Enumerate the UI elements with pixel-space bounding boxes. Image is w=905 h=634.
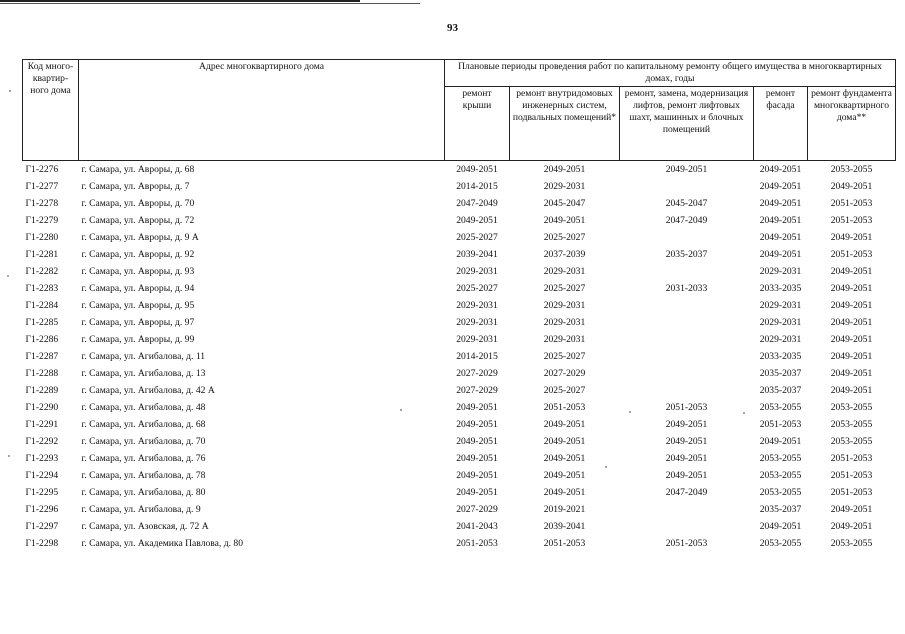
systems-period: 2025-2027 <box>543 384 586 396</box>
roof-period: 2025-2027 <box>456 231 498 243</box>
house-address: г. Самара, ул. Авроры, д. 72 <box>81 214 195 226</box>
page-number: 93 <box>447 22 458 34</box>
roof-period: 2014-2015 <box>456 180 498 192</box>
house-address: г. Самара, ул. Авроры, д. 97 <box>81 316 195 328</box>
header-elevators: ремонт, замена, модернизация лифтов, ремонт лифтовых шахт, машинных и блочных помещений <box>620 87 754 161</box>
house-code: Г1-2279 <box>25 214 59 226</box>
foundation-period: 2051-2053 <box>830 248 873 260</box>
foundation-period: 2051-2053 <box>830 197 873 209</box>
foundation-period: 2051-2053 <box>830 486 873 498</box>
foundation-period: 2049-2051 <box>830 333 873 345</box>
house-code: Г1-2284 <box>25 299 59 311</box>
house-address: г. Самара, ул. Агибалова, д. 68 <box>81 418 206 430</box>
foundation-period: 2053-2055 <box>830 537 873 549</box>
systems-period: 2029-2031 <box>543 180 586 192</box>
elevators-period <box>620 314 754 331</box>
table-row <box>23 365 896 382</box>
systems-period: 2049-2051 <box>543 469 586 481</box>
table-row <box>23 501 896 518</box>
facade-period: 2053-2055 <box>759 452 802 464</box>
facade-period: 2053-2055 <box>759 401 802 413</box>
systems-period: 2049-2051 <box>543 214 586 226</box>
house-address: г. Самара, ул. Агибалова, д. 9 <box>81 503 201 515</box>
roof-period: 2049-2051 <box>456 163 498 175</box>
roof-period: 2049-2051 <box>456 452 498 464</box>
systems-period: 2029-2031 <box>543 333 586 345</box>
elevators-period: 2049-2051 <box>665 418 708 430</box>
foundation-period: 2049-2051 <box>830 503 873 515</box>
table-row <box>23 280 896 297</box>
elevators-period <box>620 297 754 314</box>
systems-period: 2027-2029 <box>543 367 586 379</box>
elevators-period <box>620 229 754 246</box>
roof-period: 2049-2051 <box>456 214 498 226</box>
house-code: Г1-2289 <box>25 384 59 396</box>
elevators-period <box>620 382 754 399</box>
scan-speck <box>743 412 745 414</box>
foundation-period: 2049-2051 <box>830 350 873 362</box>
roof-period: 2049-2051 <box>456 486 498 498</box>
elevators-period <box>620 365 754 382</box>
table-row <box>23 348 896 365</box>
systems-period: 2051-2053 <box>543 401 586 413</box>
roof-period: 2027-2029 <box>456 503 498 515</box>
top-rule-secondary <box>0 3 420 4</box>
facade-period: 2049-2051 <box>759 214 802 226</box>
facade-period: 2029-2031 <box>759 265 802 277</box>
header-facade: ремонт фасада <box>754 87 808 161</box>
systems-period: 2029-2031 <box>543 299 586 311</box>
table-row <box>23 195 896 212</box>
facade-period: 2029-2031 <box>759 333 802 345</box>
house-code: Г1-2281 <box>25 248 59 260</box>
systems-period: 2025-2027 <box>543 350 586 362</box>
facade-period: 2053-2055 <box>759 537 802 549</box>
foundation-period: 2049-2051 <box>830 367 873 379</box>
elevators-period <box>620 263 754 280</box>
facade-period: 2049-2051 <box>759 520 802 532</box>
table-row <box>23 450 896 467</box>
house-address: г. Самара, ул. Агибалова, д. 11 <box>81 350 206 362</box>
house-code: Г1-2293 <box>25 452 59 464</box>
house-code: Г1-2283 <box>25 282 59 294</box>
house-address: г. Самара, ул. Авроры, д. 7 <box>81 180 190 192</box>
systems-period: 2049-2051 <box>543 418 586 430</box>
house-code: Г1-2277 <box>25 180 59 192</box>
scan-speck <box>629 411 631 413</box>
systems-period: 2029-2031 <box>543 316 586 328</box>
elevators-period <box>620 331 754 348</box>
systems-period: 2051-2053 <box>543 537 586 549</box>
header-foundation: ремонт фундамента многоквартирного дома** <box>808 87 896 161</box>
table-row <box>23 518 896 535</box>
elevators-period: 2047-2049 <box>665 214 708 226</box>
roof-period: 2014-2015 <box>456 350 498 362</box>
foundation-period: 2049-2051 <box>830 231 873 243</box>
scan-speck <box>8 455 10 457</box>
house-address: г. Самара, ул. Авроры, д. 92 <box>81 248 195 260</box>
facade-period: 2035-2037 <box>759 503 802 515</box>
house-code: Г1-2294 <box>25 469 59 481</box>
foundation-period: 2053-2055 <box>830 163 873 175</box>
scan-speck <box>605 466 607 468</box>
header-code: Код много-квартир-ного дома <box>23 60 79 161</box>
facade-period: 2049-2051 <box>759 197 802 209</box>
foundation-period: 2049-2051 <box>830 384 873 396</box>
house-code: Г1-2278 <box>25 197 59 209</box>
facade-period: 2035-2037 <box>759 367 802 379</box>
scan-speck <box>7 275 9 277</box>
systems-period: 2045-2047 <box>543 197 586 209</box>
systems-period: 2039-2041 <box>543 520 586 532</box>
elevators-period: 2049-2051 <box>665 469 708 481</box>
house-code: Г1-2297 <box>25 520 59 532</box>
systems-period: 2049-2051 <box>543 452 586 464</box>
facade-period: 2033-2035 <box>759 350 802 362</box>
house-code: Г1-2282 <box>25 265 59 277</box>
house-code: Г1-2276 <box>25 163 59 175</box>
scan-speck <box>9 90 11 92</box>
table-row <box>23 535 896 552</box>
house-address: г. Самара, ул. Агибалова, д. 78 <box>81 469 206 481</box>
facade-period: 2051-2053 <box>759 418 802 430</box>
foundation-period: 2049-2051 <box>830 265 873 277</box>
systems-period: 2049-2051 <box>543 435 586 447</box>
facade-period: 2053-2055 <box>759 486 802 498</box>
foundation-period: 2049-2051 <box>830 299 873 311</box>
elevators-period: 2031-2033 <box>665 282 708 294</box>
header-address: Адрес многоквартирного дома <box>79 60 445 161</box>
capital-repair-table <box>22 59 896 552</box>
roof-period: 2039-2041 <box>456 248 498 260</box>
house-code: Г1-2290 <box>25 401 59 413</box>
house-address: г. Самара, ул. Авроры, д. 70 <box>81 197 195 209</box>
header-planned-periods: Плановые периоды проведения работ по капитальному ремонту общего имущества в многоквартирных домах, годы <box>445 60 896 87</box>
roof-period: 2027-2029 <box>456 367 498 379</box>
facade-period: 2035-2037 <box>759 384 802 396</box>
elevators-period: 2047-2049 <box>665 486 708 498</box>
roof-period: 2051-2053 <box>456 537 498 549</box>
house-code: Г1-2280 <box>25 231 59 243</box>
foundation-period: 2053-2055 <box>830 418 873 430</box>
house-address: г. Самара, ул. Академика Павлова, д. 80 <box>81 537 244 549</box>
elevators-period: 2045-2047 <box>665 197 708 209</box>
systems-period: 2025-2027 <box>543 282 586 294</box>
elevators-period: 2049-2051 <box>665 435 708 447</box>
facade-period: 2033-2035 <box>759 282 802 294</box>
table-row <box>23 314 896 331</box>
elevators-period <box>620 178 754 195</box>
foundation-period: 2051-2053 <box>830 469 873 481</box>
house-address: г. Самара, ул. Авроры, д. 9 А <box>81 231 199 243</box>
house-code: Г1-2288 <box>25 367 59 379</box>
systems-period: 2049-2051 <box>543 486 586 498</box>
facade-period: 2049-2051 <box>759 163 802 175</box>
house-address: г. Самара, ул. Авроры, д. 95 <box>81 299 195 311</box>
facade-period: 2049-2051 <box>759 231 802 243</box>
house-code: Г1-2296 <box>25 503 59 515</box>
table-row <box>23 212 896 229</box>
header-engineering-systems: ремонт внутридомовых инженерных систем, подвальных помещений* <box>510 87 620 161</box>
facade-period: 2053-2055 <box>759 469 802 481</box>
elevators-period <box>620 501 754 518</box>
house-address: г. Самара, ул. Агибалова, д. 48 <box>81 401 206 413</box>
elevators-period: 2035-2037 <box>665 248 708 260</box>
house-address: г. Самара, ул. Авроры, д. 93 <box>81 265 195 277</box>
table-row <box>23 433 896 450</box>
scan-speck <box>400 409 402 411</box>
house-address: г. Самара, ул. Азовская, д. 72 А <box>81 520 209 532</box>
house-code: Г1-2285 <box>25 316 59 328</box>
facade-period: 2049-2051 <box>759 435 802 447</box>
roof-period: 2029-2031 <box>456 299 498 311</box>
roof-period: 2049-2051 <box>456 435 498 447</box>
foundation-period: 2049-2051 <box>830 282 873 294</box>
foundation-period: 2051-2053 <box>830 452 873 464</box>
systems-period: 2019-2021 <box>543 503 586 515</box>
foundation-period: 2051-2053 <box>830 214 873 226</box>
facade-period: 2029-2031 <box>759 316 802 328</box>
house-address: г. Самара, ул. Агибалова, д. 80 <box>81 486 206 498</box>
elevators-period: 2049-2051 <box>665 163 708 175</box>
systems-period: 2037-2039 <box>543 248 586 260</box>
top-rule <box>0 0 360 2</box>
foundation-period: 2053-2055 <box>830 435 873 447</box>
systems-period: 2029-2031 <box>543 265 586 277</box>
house-address: г. Самара, ул. Авроры, д. 94 <box>81 282 195 294</box>
roof-period: 2029-2031 <box>456 316 498 328</box>
roof-period: 2049-2051 <box>456 401 498 413</box>
house-address: г. Самара, ул. Авроры, д. 68 <box>81 163 195 175</box>
roof-period: 2041-2043 <box>456 520 498 532</box>
header-roof: ремонт крыши <box>445 87 510 161</box>
roof-period: 2047-2049 <box>456 197 498 209</box>
table-row <box>23 399 896 416</box>
elevators-period: 2049-2051 <box>665 452 708 464</box>
house-address: г. Самара, ул. Агибалова, д. 70 <box>81 435 206 447</box>
roof-period: 2025-2027 <box>456 282 498 294</box>
elevators-period: 2051-2053 <box>665 537 708 549</box>
house-code: Г1-2298 <box>25 537 59 549</box>
house-code: Г1-2287 <box>25 350 59 362</box>
table-row <box>23 331 896 348</box>
table-row <box>23 263 896 280</box>
house-code: Г1-2286 <box>25 333 59 345</box>
foundation-period: 2049-2051 <box>830 316 873 328</box>
elevators-period: 2051-2053 <box>665 401 708 413</box>
house-address: г. Самара, ул. Агибалова, д. 13 <box>81 367 206 379</box>
roof-period: 2027-2029 <box>456 384 498 396</box>
roof-period: 2049-2051 <box>456 418 498 430</box>
elevators-period <box>620 518 754 535</box>
house-code: Г1-2292 <box>25 435 59 447</box>
foundation-period: 2053-2055 <box>830 401 873 413</box>
house-code: Г1-2295 <box>25 486 59 498</box>
table-row <box>23 416 896 433</box>
table-row <box>23 467 896 484</box>
elevators-period <box>620 348 754 365</box>
house-code: Г1-2291 <box>25 418 59 430</box>
roof-period: 2029-2031 <box>456 333 498 345</box>
table-row <box>23 178 896 195</box>
foundation-period: 2049-2051 <box>830 520 873 532</box>
facade-period: 2049-2051 <box>759 180 802 192</box>
table-row <box>23 161 896 179</box>
table-row <box>23 297 896 314</box>
roof-period: 2029-2031 <box>456 265 498 277</box>
table-row <box>23 246 896 263</box>
table-row <box>23 229 896 246</box>
roof-period: 2049-2051 <box>456 469 498 481</box>
table-row <box>23 484 896 501</box>
house-address: г. Самара, ул. Агибалова, д. 76 <box>81 452 206 464</box>
facade-period: 2029-2031 <box>759 299 802 311</box>
systems-period: 2049-2051 <box>543 163 586 175</box>
house-address: г. Самара, ул. Агибалова, д. 42 А <box>81 384 215 396</box>
house-address: г. Самара, ул. Авроры, д. 99 <box>81 333 195 345</box>
foundation-period: 2049-2051 <box>830 180 873 192</box>
systems-period: 2025-2027 <box>543 231 586 243</box>
table-row <box>23 382 896 399</box>
facade-period: 2049-2051 <box>759 248 802 260</box>
